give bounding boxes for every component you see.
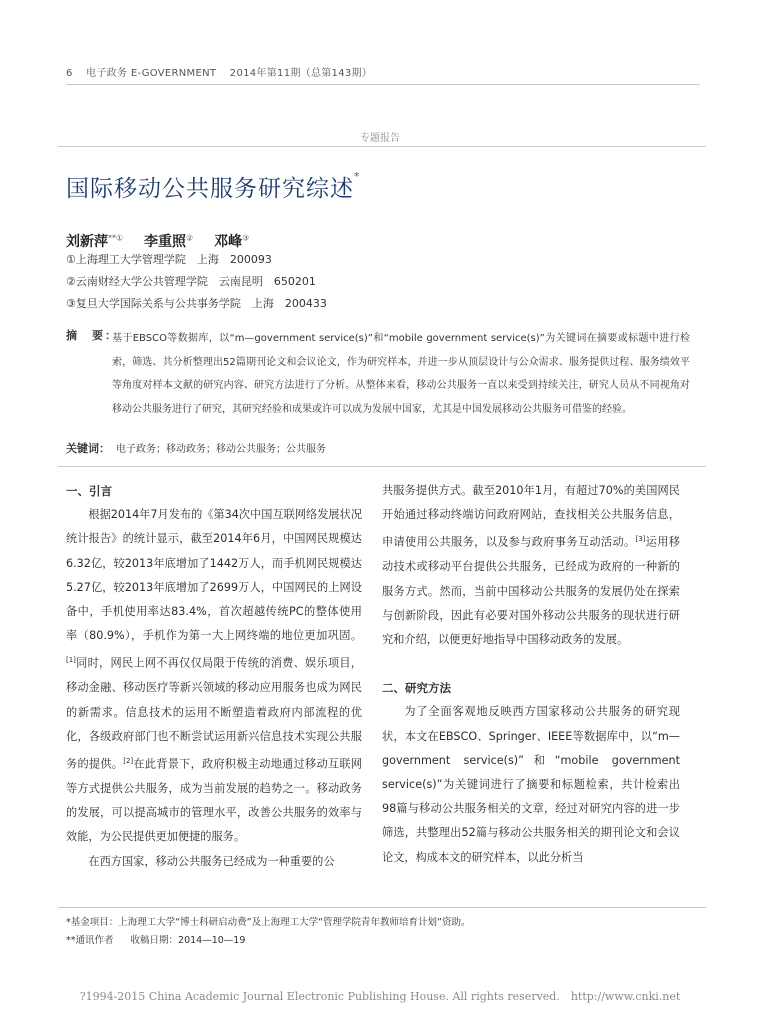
paragraph-text: 在此背景下，政府积极主动地通过移动互联网等方式提供公共服务，成为当前发展的趋势之一。移动政务的发展，可以提高城市的管理水平，改善公共服务的效率与效能，为公民提供更加便捷的服务。 [66, 757, 362, 844]
affiliation: ②云南财经大学公共管理学院 云南昆明 650201 [66, 275, 316, 288]
keywords [66, 440, 326, 456]
body-column-left [66, 479, 362, 874]
page-title [66, 170, 361, 203]
author [144, 234, 193, 250]
keywords-label: 关键词： [66, 442, 110, 455]
citation: [1] [66, 656, 76, 665]
abstract-label: 摘 要： [66, 329, 118, 342]
title-footnote-mark: * [354, 170, 361, 183]
affiliation: ①上海理工大学管理学院 上海 200093 [66, 253, 272, 266]
section-tag: 专题报告 [360, 133, 400, 144]
footnote-fund: *基金项目：上海理工大学“博士科研启动费”及上海理工大学“管理学院青年教师培育计划”资助。 [66, 917, 471, 928]
author-name: 邓峰 [214, 234, 243, 250]
running-header [66, 64, 382, 79]
received-date: 收稿日期：2014—10—19 [130, 935, 246, 946]
paragraph: 在西方国家，移动公共服务已经成为一种重要的公 [88, 854, 335, 868]
paragraph: 为了全面客观地反映西方国家移动公共服务的研究现状，本文在EBSCO、Springer、IEEE等数据库中，以“m—government service(s)”和“mobile government service(s)”为关键词进行了摘要和标题检索，共计检索出98篇与移动公共服务相关的文章，经过对研究内容的进一步筛选，共整理出52篇与移动公共服务相关的期刊论文和会议论文，构成本文的研究样本，以此分析当 [382, 705, 680, 864]
affiliation: ③复旦大学国际关系与公共事务学院 上海 200433 [66, 297, 327, 310]
copyright-notice: ?1994-2015 China Academic Journal Electronic Publishing House. All rights reserved. http://www.cnki.net [79, 990, 681, 1003]
author-name: 李重照 [144, 234, 187, 250]
paragraph [382, 479, 680, 652]
abstract-text: 基于EBSCO等数据库，以“m—government service(s)”和“mobile government service(s)”为关键词在摘要或标题中进行检索，筛选、共分析整理出52篇期刊论文和会议论文，作为研究样本，并进一步从顶层设计与公众需求、服务提供过程、服务绩效平等角度对样本文献的研究内容、研究方法进行了分析。从整体来看，移动公共服务一直以来受到持续关注，研究人员从不同视角对移动公共服务进行了研究，其研究经验和成果或许可以成为发展中国家，尤其是中国发展移动公共服务可借鉴的经验。 [112, 333, 690, 415]
citation: [3] [635, 535, 646, 544]
paragraph-text: 根据2014年7月发布的《第34次中国互联网络发展状况统计报告》的统计显示，截至2014年6月，中国网民规模达6.32亿，较2013年底增加了1442万人，而手机网民规模达5.27亿，较2013年底增加了2699万人，中国网民的上网设备中，手机使用率达83.4%，首次超越传统PC的整体使用率（80.9%），手机作为第一大上网终端的地位更加巩固。 [66, 508, 362, 643]
journal-name: 电子政务 E-GOVERNMENT [86, 68, 217, 79]
author [214, 234, 249, 250]
author-list [66, 231, 265, 251]
author [66, 234, 123, 250]
abstract [66, 327, 690, 421]
paragraph-text: 同时，网民上网不再仅仅局限于传统的消费、娱乐项目，移动金融、移动医疗等新兴领域的移动应用服务也成为网民的新需求。信息技术的运用不断塑造着政府内部流程的优化，各级政府部门也不断尝试运用新兴信息技术实现公共服务的提供。 [66, 657, 362, 771]
header-rule [66, 84, 700, 85]
keywords-text: 电子政务；移动政务；移动公共服务；公共服务 [116, 444, 326, 455]
abstract-rule [58, 466, 706, 467]
footnote-rule [58, 907, 706, 908]
paragraph-text: 共服务提供方式。截至2010年1月，有超过70%的美国网民开始通过移动终端访问政府网站，查找相关公共服务信息，申请使用公共服务，以及参与政府事务互动活动。 [382, 484, 680, 550]
page-title-text: 国际移动公共服务研究综述 [66, 176, 354, 202]
section-heading: 二、研究方法 [382, 681, 451, 696]
author-mark: ③ [242, 233, 250, 243]
paragraph [66, 503, 362, 849]
author-name: 刘新萍 [66, 234, 108, 250]
issue-info: 2014年第11期（总第143期） [229, 68, 373, 79]
body-column-right [382, 479, 680, 870]
author-mark: **① [108, 233, 124, 243]
corresponding-author-label: **通讯作者 [66, 935, 114, 946]
section-heading: 一、引言 [66, 484, 112, 498]
footnote-correspondence [66, 932, 259, 946]
author-mark: ② [186, 233, 194, 243]
citation: [2] [123, 756, 134, 765]
page-number: 6 [66, 68, 73, 79]
paragraph-text: 运用移动技术或移动平台提供公共服务，已经成为政府的一种新的服务方式。然而，当前中国移动公共服务的发展仍处在探索与创新阶段，因此有必要对国外移动公共服务的现状进行研究和介绍，以便更好地指导中国移动政务的发展。 [382, 536, 680, 646]
section-rule [58, 146, 706, 147]
